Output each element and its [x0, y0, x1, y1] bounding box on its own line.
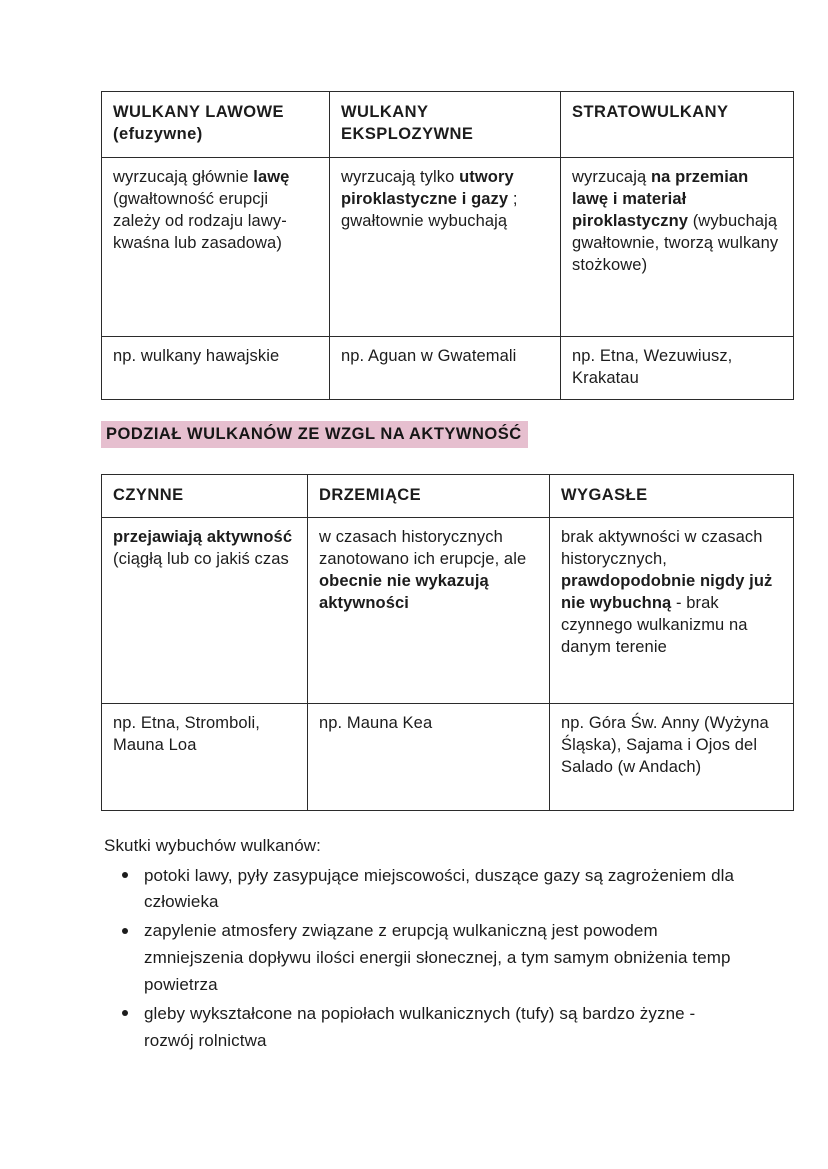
table-row-examples	[102, 337, 794, 400]
header-line-1: WULKANY LAWOWE	[113, 103, 284, 121]
text-bold: przejawiają aktywność	[113, 527, 293, 546]
section-heading-aktywnosc: PODZIAŁ WULKANÓW ZE WZGL NA AKTYWNOŚĆ	[101, 421, 528, 448]
list-item	[142, 1001, 744, 1055]
header-line-1: STRATOWULKANY	[572, 103, 729, 121]
header-cell-wygasle: WYGASŁE	[550, 475, 794, 518]
text-pre: w czasach historycznych zanotowano ich erupcje, ale	[319, 527, 527, 568]
text-post: - brak czynnego wulkanizmu na danym terenie	[561, 593, 748, 656]
text-pre: wyrzucają głównie	[113, 168, 254, 186]
text-bold: prawdopodobnie nigdy już nie wybuchną	[561, 571, 773, 612]
text-pre: wyrzucają	[572, 168, 651, 186]
text-post: ; gwałtownie wybuchają	[341, 189, 518, 230]
effects-title: Skutki wybuchów wulkanów:	[104, 836, 321, 855]
effects-section	[104, 833, 744, 1057]
cell-examples-eksplozywne: np. Aguan w Gwatemali	[330, 337, 561, 400]
effects-list	[104, 863, 744, 1055]
cell-description-wygasle	[550, 517, 794, 703]
table-row-description	[102, 158, 794, 337]
bullet-icon	[122, 1010, 128, 1016]
list-item-text: zapylenie atmosfery związane z erupcją wulkaniczną jest powodem zmniejszenia dopływu ilości energii słonecznej, a tym samym obniżenia temp powietrza	[144, 921, 731, 994]
cell-description-lawowe	[102, 158, 330, 337]
header-line-2: EKSPLOZYWNE	[341, 124, 474, 143]
cell-description-czynne	[102, 517, 308, 703]
text-pre: brak aktywności w czasach historycznych,	[561, 527, 763, 568]
header-line-1: WULKANY	[341, 103, 429, 121]
text-bold: lawę	[253, 168, 290, 186]
table-row-examples	[102, 703, 794, 810]
cell-description-stratowulkany	[561, 158, 794, 337]
text-post: (wybuchają gwałtownie, tworzą wulkany stożkowe)	[572, 211, 779, 274]
table-volcano-types	[101, 91, 794, 400]
text-post: (ciągłą lub co jakiś czas	[113, 549, 289, 568]
text-pre: wyrzucają tylko	[341, 168, 460, 186]
table-row-header	[102, 475, 794, 518]
table-row-header	[102, 92, 794, 158]
text-bold: obecnie nie wykazują aktywności	[319, 571, 489, 612]
table-volcano-activity	[101, 474, 794, 811]
header-cell-wulkany-lawowe	[102, 92, 330, 158]
cell-description-drzemiace	[308, 517, 550, 703]
bullet-icon	[122, 872, 128, 878]
list-item	[142, 918, 744, 999]
cell-examples-stratowulkany: np. Etna, Wezuwiusz, Krakatau	[561, 337, 794, 400]
text-bold: utwory piroklastyczne i gazy	[341, 168, 514, 208]
header-cell-drzemiace: DRZEMIĄCE	[308, 475, 550, 518]
header-line-2: (efuzywne)	[113, 124, 203, 143]
list-item	[142, 863, 744, 917]
bullet-icon	[122, 928, 128, 934]
cell-examples-lawowe: np. wulkany hawajskie	[102, 337, 330, 400]
cell-examples-drzemiace: np. Mauna Kea	[308, 703, 550, 810]
cell-examples-wygasle: np. Góra Św. Anny (Wyżyna Śląska), Sajama i Ojos del Salado (w Andach)	[550, 703, 794, 810]
table-row-description	[102, 517, 794, 703]
cell-description-eksplozywne	[330, 158, 561, 337]
header-cell-stratowulkany	[561, 92, 794, 158]
header-cell-czynne: CZYNNE	[102, 475, 308, 518]
text-bold: na przemian lawę i materiał piroklastyczny	[572, 168, 749, 230]
list-item-text: potoki lawy, pyły zasypujące miejscowości, duszące gazy są zagrożeniem dla człowieka	[144, 865, 735, 912]
header-cell-wulkany-eksplozywne	[330, 92, 561, 158]
list-item-text: gleby wykształcone na popiołach wulkanicznych (tufy) są bardzo żyzne - rozwój rolnictwa	[144, 1003, 696, 1050]
text-post: (gwałtowność erupcji zależy od rodzaju lawy- kwaśna lub zasadowa)	[113, 189, 287, 252]
cell-examples-czynne: np. Etna, Stromboli, Mauna Loa	[102, 703, 308, 810]
